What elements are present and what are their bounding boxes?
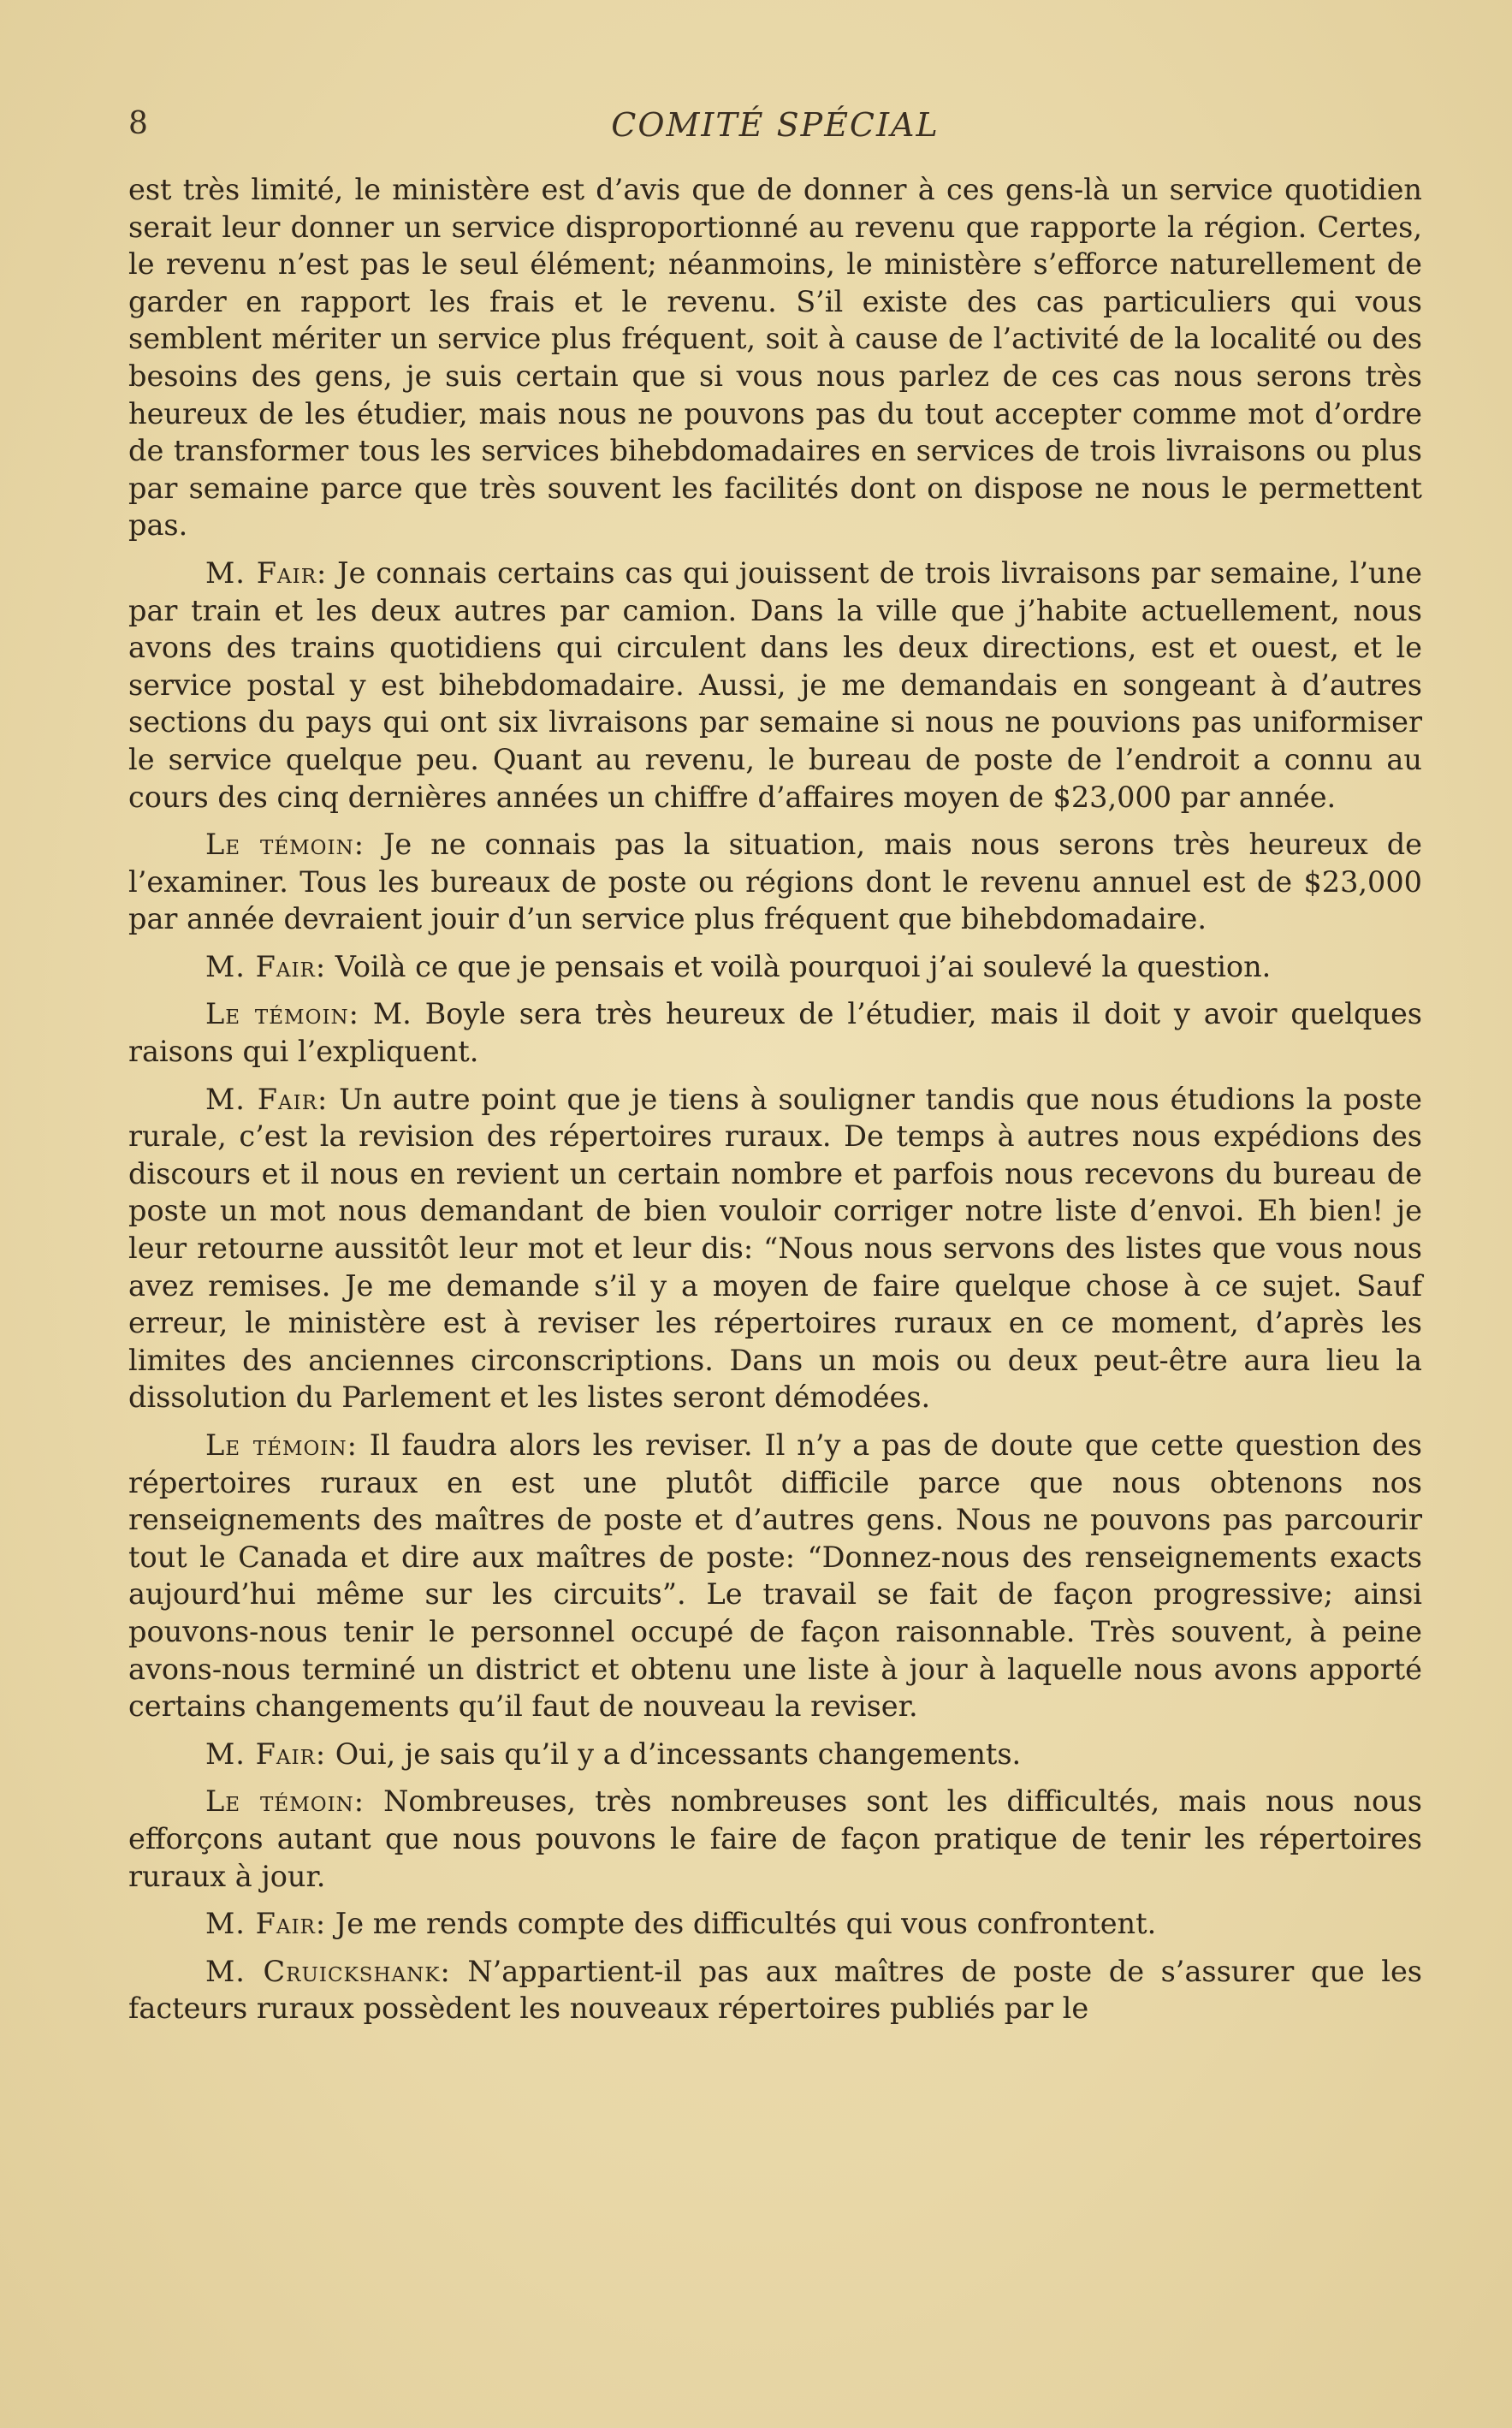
body-text xyxy=(128,171,1422,2038)
paragraph xyxy=(128,1953,1422,2027)
speaker-label: Le témoin: xyxy=(205,1784,365,1819)
paragraph-text: Je ne connais pas la situation, mais nous serons très heureux de l’examiner. Tous les bureaux de poste ou régions dont le revenu annuel est de $23,000 par année devraient jouir d’un service plus fréquent que bihebdomadaire. xyxy=(128,828,1422,936)
paragraph xyxy=(128,1783,1422,1895)
paragraph-text: N’appartient-il pas aux maîtres de poste de s’assurer que les facteurs ruraux possèdent les nouveaux répertoires publiés par le xyxy=(128,1954,1422,2026)
speaker-label: M. Fair: xyxy=(205,949,327,983)
speaker-label: M. Cruickshank: xyxy=(205,1954,451,1988)
paragraph xyxy=(128,1427,1422,1725)
paragraph-text: M. Boyle sera très heureux de l’étudier, mais il doit y avoir quelques raisons qui l’expliquent. xyxy=(128,997,1422,1069)
paragraph-text: Il faudra alors les reviser. Il n’y a pas de doute que cette question des répertoires ruraux en est une plutôt difficile parce que nous obtenons nos renseignements des maîtres de poste et d’autres gens. Nous ne pouvons pas parcourir tout le Canada et dire aux maîtres de poste: “Donnez-nous des renseignements exacts aujourd’hui même sur les circuits”. Le travail se fait de façon progressive; ainsi pouvons-nous tenir le personnel occupé de façon raisonnable. Très souvent, à peine avons-nous terminé un district et obtenu une liste à jour à laquelle nous avons apporté certains changements qu’il faut de nouveau la reviser. xyxy=(128,1428,1422,1724)
speaker-label: M. Fair: xyxy=(205,555,328,590)
paragraph-text: Oui, je sais qu’il y a d’incessants changements. xyxy=(326,1736,1022,1771)
paragraph-text: Nombreuses, très nombreuses sont les difficultés, mais nous nous efforçons autant que nous pouvons le faire de façon pratique de tenir les répertoires ruraux à jour. xyxy=(128,1784,1422,1893)
paragraph xyxy=(128,1905,1422,1943)
speaker-label: Le témoin: xyxy=(205,828,365,862)
paragraph xyxy=(128,995,1422,1070)
paragraph xyxy=(128,171,1422,544)
speaker-label: M. Fair: xyxy=(205,1736,327,1771)
paragraph xyxy=(128,826,1422,938)
paragraph-text: Je me rends compte des difficultés qui vous confrontent. xyxy=(326,1907,1157,1941)
paragraph-text: Voilà ce que je pensais et voilà pourquoi j’ai soulevé la question. xyxy=(326,949,1272,983)
paragraph xyxy=(128,1736,1422,1773)
paragraph-text: Je connais certains cas qui jouissent de trois livraisons par semaine, l’une par train et les deux autres par camion. Dans la ville que j’habite actuellement, nous avons des trains quotidiens qui circulent dans les deux directions, est et ouest, et le service postal y est bihebdomadaire. Aussi, je me demandais en songeant à d’autres sections du pays qui ont six livraisons par semaine si nous ne pouvions pas uniformiser le service quelque peu. Quant au revenu, le bureau de poste de l’endroit a connu au cours des cinq dernières années un chiffre d’affaires moyen de $23,000 par année. xyxy=(128,555,1422,814)
speaker-label: M. Fair: xyxy=(205,1082,329,1116)
speaker-label: M. Fair: xyxy=(205,1907,327,1941)
paragraph xyxy=(128,1081,1422,1416)
paragraph xyxy=(128,555,1422,816)
paragraph-text: est très limité, le ministère est d’avis que de donner à ces gens-là un service quotidien serait leur donner un service disproportionné au revenu que rapporte la région. Certes, le revenu n’est pas le seul élément; néanmoins, le ministère s’efforce naturellement de garder en rapport les frais et le revenu. S’il existe des cas particuliers qui vous semblent mériter un service plus fréquent, soit à cause de l’activité de la localité ou des besoins des gens, je suis certain que si vous nous parlez de ces cas nous serons très heureux de les étudier, mais nous ne pouvons pas du tout accepter comme mot d’ordre de transformer tous les services bihebdomadaires en services de trois livraisons ou plus par semaine parce que très souvent les facilités dont on dispose ne nous le permettent pas. xyxy=(128,173,1422,543)
speaker-label: Le témoin: xyxy=(205,997,359,1031)
page-number: 8 xyxy=(128,106,148,141)
page-header xyxy=(128,101,1422,152)
paragraph xyxy=(128,948,1422,986)
paragraph-text: Un autre point que je tiens à souligner tandis que nous étudions la poste rurale, c’est la revision des répertoires ruraux. De temps à autres nous expédions des discours et il nous en revient un certain nombre et parfois nous recevons du bureau de poste un mot nous demandant de bien vouloir corriger notre liste d’envoi. Eh bien! je leur retourne aussitôt leur mot et leur dis: “Nous nous servons des listes que vous nous avez remises. Je me demande s’il y a moyen de faire quelque chose à ce sujet. Sauf erreur, le ministère est à reviser les répertoires ruraux en ce moment, d’après les limites des anciennes circonscriptions. Dans un mois ou deux peut-être aura lieu la dissolution du Parlement et les listes seront démodées. xyxy=(128,1082,1422,1415)
speaker-label: Le témoin: xyxy=(205,1428,358,1462)
running-title: COMITÉ SPÉCIAL xyxy=(611,106,940,144)
